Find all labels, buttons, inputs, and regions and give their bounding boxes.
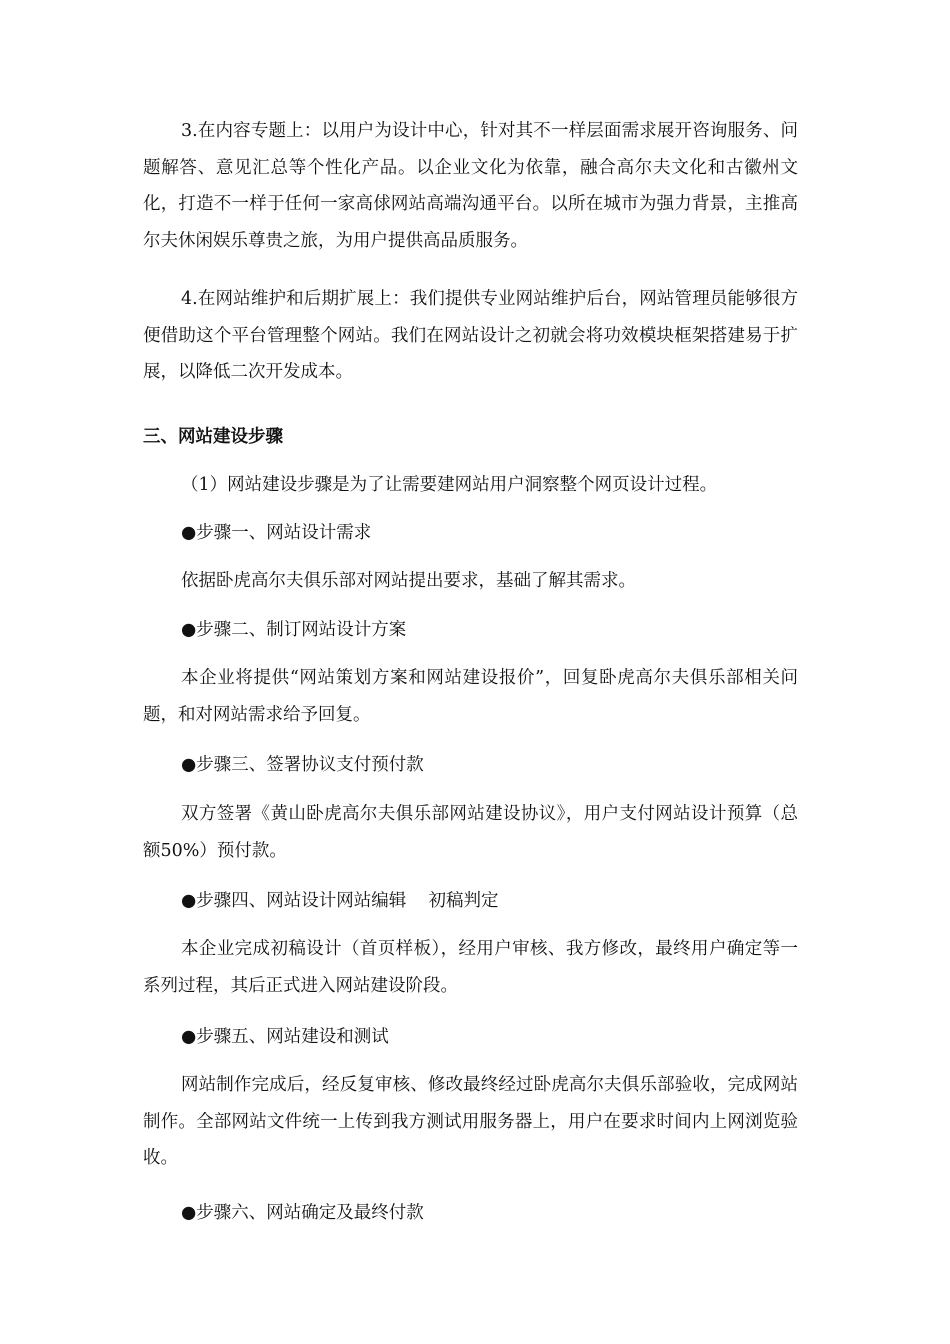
section-heading-steps: 三、网站建设步骤: [143, 427, 283, 447]
step-one-heading: ●步骤一、网站设计需求: [181, 523, 372, 543]
step-two-heading: ●步骤二、制订网站设计方案: [181, 620, 407, 640]
step-four-heading: ●步骤四、网站设计网站编辑 初稿判定: [181, 891, 499, 911]
paragraph-step-three: 双方签署《黄山卧虎高尔夫俱乐部网站建设协议》，用户支付网站设计预算（总额50%）预付款。: [143, 804, 798, 861]
step-six-heading: ●步骤六、网站确定及最终付款: [181, 1203, 424, 1223]
paragraph-steps-intro: （1）网站建设步骤是为了让需要建网站用户洞察整个网页设计过程。: [181, 475, 718, 495]
paragraph-step-four: 本企业完成初稿设计（首页样板），经用户审核、我方修改，最终用户确定等一系列过程，其后正式进入网站建设阶段。: [143, 939, 798, 996]
paragraph-step-five: 网站制作完成后，经反复审核、修改最终经过卧虎高尔夫俱乐部验收，完成网站制作。全部网站文件统一上传到我方测试用服务器上，用户在要求时间内上网浏览验收。: [143, 1075, 798, 1168]
step-five-heading: ●步骤五、网站建设和测试: [181, 1027, 389, 1047]
paragraph-maintenance: 4.在网站维护和后期扩展上：我们提供专业网站维护后台，网站管理员能够很方便借助这个平台管理整个网站。我们在网站设计之初就会将功效模块框架搭建易于扩展，以降低二次开发成本。: [143, 289, 798, 382]
paragraph-step-one: 依据卧虎高尔夫俱乐部对网站提出要求，基础了解其需求。: [181, 571, 636, 591]
paragraph-content-topic: 3.在内容专题上：以用户为设计中心，针对其不一样层面需求展开咨询服务、问题解答、意见汇总等个性化产品。以企业文化为依靠，融合高尔夫文化和古徽州文化，打造不一样于任何一家高俅网站高端沟通平台。以所在城市为强力背景，主推高尔夫休闲娱乐尊贵之旅，为用户提供高品质服务。: [143, 121, 798, 251]
paragraph-step-two: 本企业将提供“网站策划方案和网站建设报价”，回复卧虎高尔夫俱乐部相关问题，和对网站需求给予回复。: [143, 668, 798, 725]
step-three-heading: ●步骤三、签署协议支付预付款: [181, 755, 424, 775]
